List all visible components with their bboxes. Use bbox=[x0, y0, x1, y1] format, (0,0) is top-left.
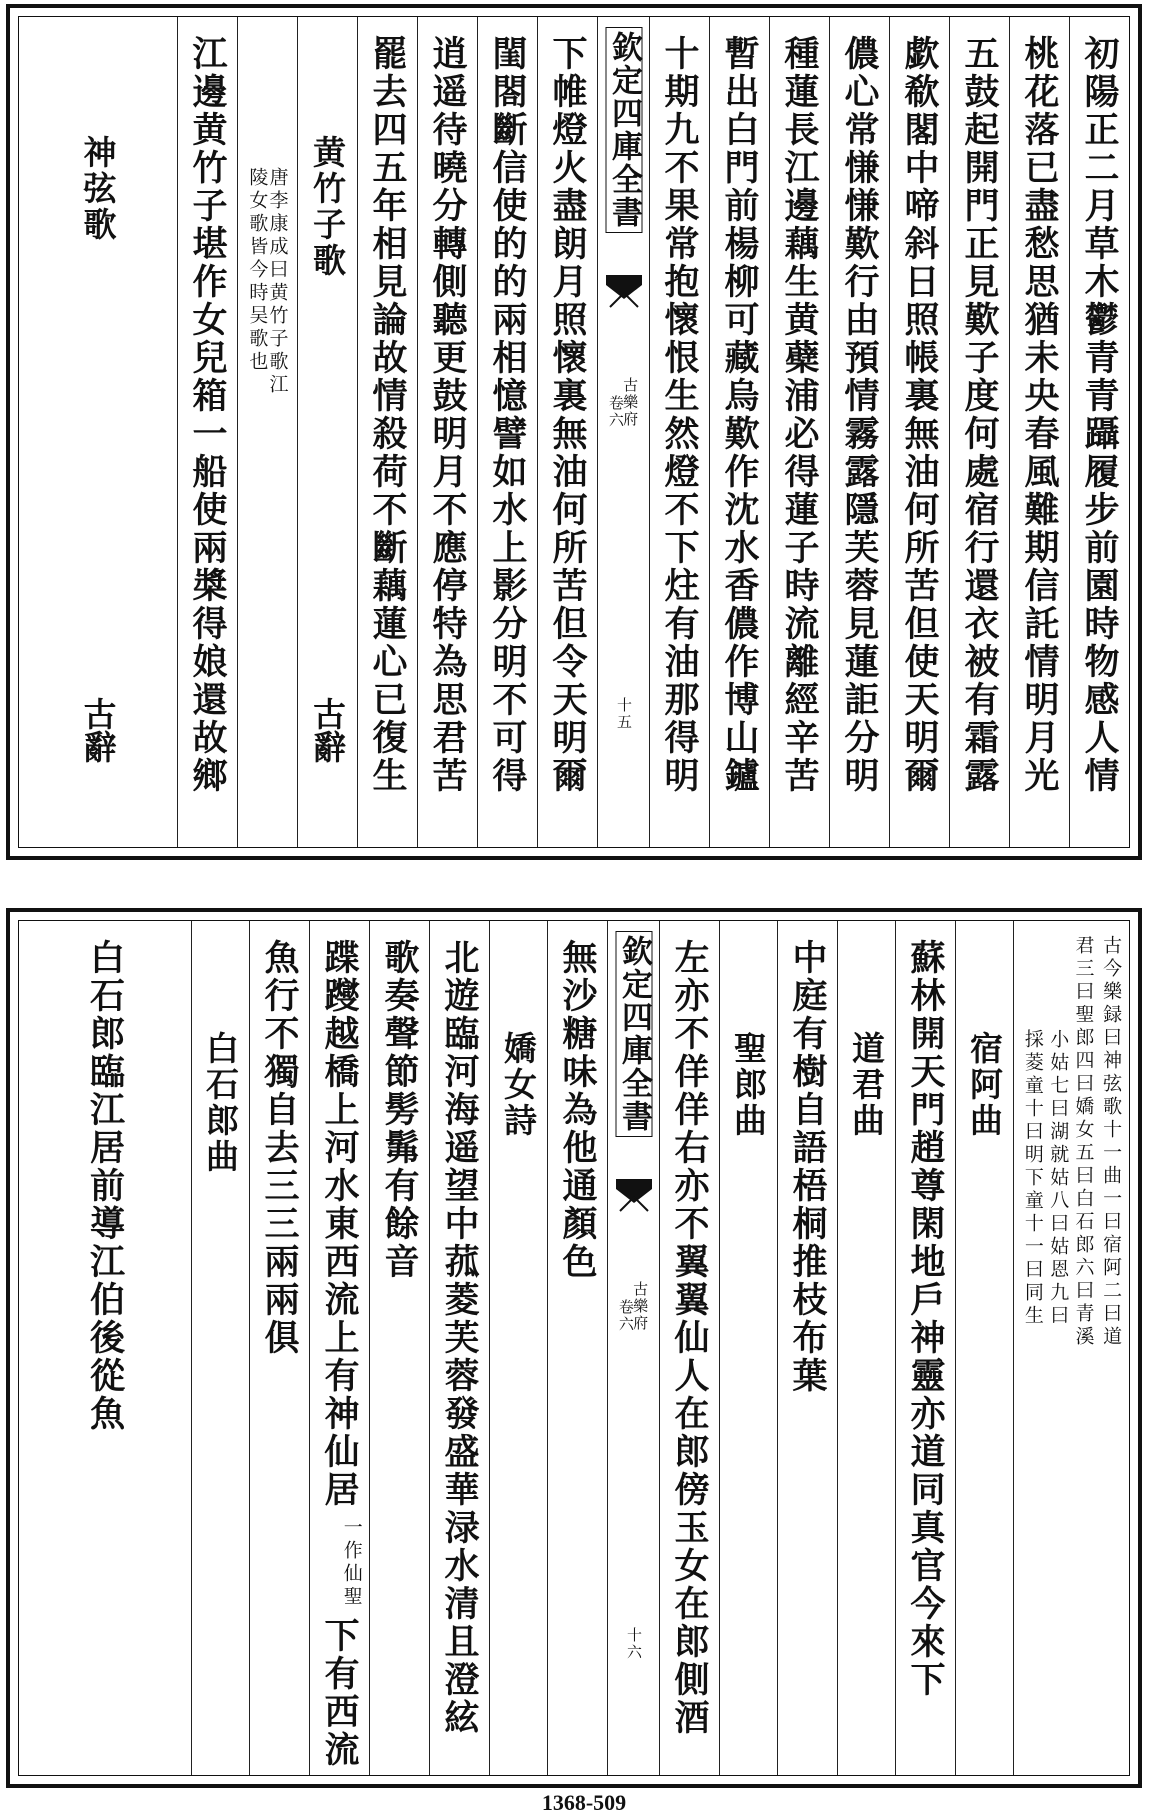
text-column bbox=[19, 921, 191, 1775]
column-text: 十期九不果常抱懷恨生然燈不下炷有油那得明 bbox=[659, 35, 700, 795]
song-title-column bbox=[297, 17, 357, 847]
text-column bbox=[429, 921, 489, 1775]
column-text: 五鼓起開門正見歎子度何處宿行還衣被有霜露 bbox=[959, 35, 1000, 795]
column-text: 閨閤斷信使的的兩相憶譬如水上影分明不可得 bbox=[487, 35, 528, 795]
column-text: 白石郎臨江居前導江伯後從魚 bbox=[84, 939, 126, 1433]
note-line: 唐李康成曰黄竹子歌江 bbox=[266, 167, 289, 397]
song-title-column bbox=[955, 921, 1013, 1775]
book-title: 古樂府 bbox=[621, 377, 640, 428]
column-text: 中庭有樹自語梧桐推枝布葉 bbox=[787, 939, 828, 1395]
note-line: 陵女歌皆今時吴歌也 bbox=[246, 167, 269, 374]
attribution-label: 古辭 bbox=[308, 697, 347, 763]
note-line: 採菱童十曰明下童十一曰同生 bbox=[1021, 1029, 1044, 1328]
top-page-frame bbox=[18, 16, 1130, 848]
text-column bbox=[177, 17, 237, 847]
page-number: 1368-509 bbox=[541, 1790, 627, 1815]
note-column bbox=[1013, 921, 1129, 1775]
fish-tail-mark bbox=[614, 1177, 654, 1223]
text-column bbox=[1009, 17, 1069, 847]
top-page bbox=[6, 4, 1142, 860]
column-text: 江邊黄竹子堪作女兒箱一船使兩槳得娘還故鄉 bbox=[187, 35, 228, 795]
text-column bbox=[1069, 17, 1129, 847]
song-title: 神弦歌 bbox=[78, 135, 118, 243]
text-column bbox=[369, 921, 429, 1775]
column-text: 歌奏聲節髣髴有餘音 bbox=[379, 939, 420, 1281]
attribution-label: 古辭 bbox=[78, 697, 118, 763]
bottom-columns bbox=[19, 921, 1129, 1775]
note-line: 古今樂録曰神弦歌十一曲一曰宿阿二曰道 bbox=[1100, 935, 1123, 1349]
column-text: 歔欷閣中啼斜日照帳裏無油何所苦但使天明爾 bbox=[899, 35, 940, 795]
column-text: 蹀躞越橋上河水東西流上有神仙居 bbox=[319, 939, 360, 1509]
note-line: 小姑七曰湖就姑八曰姑恩九曰 bbox=[1047, 1029, 1070, 1328]
text-column bbox=[949, 17, 1009, 847]
top-columns bbox=[19, 17, 1129, 847]
column-text: 蘇林開天門趙尊閑地戶神靈亦道同真官今來下 bbox=[905, 939, 946, 1699]
column-text: 北遊臨河海遥望中菰菱芙蓉發盛華渌水清且澄絃 bbox=[439, 939, 480, 1737]
song-title-column bbox=[719, 921, 777, 1775]
column-text: 下帷燈火盡朗月照懷裏無油何所苦但令天明爾 bbox=[547, 35, 588, 795]
text-column bbox=[709, 17, 769, 847]
text-column bbox=[659, 921, 719, 1775]
text-column bbox=[417, 17, 477, 847]
text-column bbox=[249, 921, 309, 1775]
note-line: 君三曰聖郎四曰嬌女五曰白石郎六曰青溪 bbox=[1072, 935, 1095, 1349]
column-text: 種蓮長江邊藕生黄蘗浦必得蓮子時流離經辛苦 bbox=[779, 35, 820, 795]
center-column bbox=[597, 17, 649, 847]
column-text: 暫出白門前楊柳可藏烏歎作沈水香儂作博山鑪 bbox=[719, 35, 760, 795]
column-text: 無沙糖味為他通顏色 bbox=[557, 939, 598, 1281]
text-column bbox=[895, 921, 955, 1775]
bottom-page-frame bbox=[18, 920, 1130, 1776]
volume-label: 卷六 bbox=[606, 395, 625, 429]
inline-note: 一作仙聖 bbox=[340, 1517, 363, 1609]
text-column bbox=[547, 921, 607, 1775]
note-column bbox=[237, 17, 297, 847]
column-text: 逍遥待曉分轉側聽更鼓明月不應停特為思君苦 bbox=[427, 35, 468, 795]
bottom-page bbox=[6, 908, 1142, 1788]
column-text: 左亦不佯佯右亦不翼翼仙人在郎傍玉女在郎側酒 bbox=[669, 939, 710, 1737]
song-title-column bbox=[489, 921, 547, 1775]
song-title: 宿阿曲 bbox=[965, 1031, 1004, 1139]
song-title: 黄竹子歌 bbox=[308, 135, 347, 279]
center-head: 欽定四庫全書 bbox=[615, 931, 652, 1137]
text-column bbox=[477, 17, 537, 847]
book-title: 古樂府 bbox=[631, 1281, 650, 1332]
column-text: 魚行不獨自去三三兩兩俱 bbox=[259, 939, 300, 1357]
text-column bbox=[537, 17, 597, 847]
text-column bbox=[829, 17, 889, 847]
center-head: 欽定四庫全書 bbox=[605, 27, 642, 233]
text-column bbox=[889, 17, 949, 847]
song-title: 嬌女詩 bbox=[499, 1031, 538, 1139]
column-text: 罷去四五年相見論故情殺荷不斷藕蓮心已復生 bbox=[367, 35, 408, 795]
column-text: 儂心常慊慊歎行由預情霧露隱芙蓉見蓮詎分明 bbox=[839, 35, 880, 795]
song-title-column bbox=[837, 921, 895, 1775]
song-title-column bbox=[191, 921, 249, 1775]
text-column bbox=[649, 17, 709, 847]
volume-label: 卷六 bbox=[616, 1299, 635, 1333]
text-column bbox=[309, 921, 369, 1775]
column-text: 桃花落已盡愁思猶未央春風難期信託情明月光 bbox=[1019, 35, 1060, 795]
song-title: 聖郎曲 bbox=[729, 1031, 768, 1139]
song-title: 道君曲 bbox=[847, 1031, 886, 1139]
folio-number: 十六 bbox=[625, 1627, 643, 1661]
song-title-column bbox=[19, 17, 177, 847]
song-title: 白石郎曲 bbox=[201, 1031, 240, 1175]
text-column bbox=[769, 17, 829, 847]
column-text: 初陽正二月草木鬱青青躡履步前園時物感人情 bbox=[1079, 35, 1120, 795]
text-column bbox=[777, 921, 837, 1775]
text-column bbox=[357, 17, 417, 847]
fish-tail-mark bbox=[604, 273, 644, 319]
column-text: 下有西流 bbox=[319, 1617, 360, 1769]
center-column bbox=[607, 921, 659, 1775]
folio-number: 十五 bbox=[615, 697, 633, 731]
